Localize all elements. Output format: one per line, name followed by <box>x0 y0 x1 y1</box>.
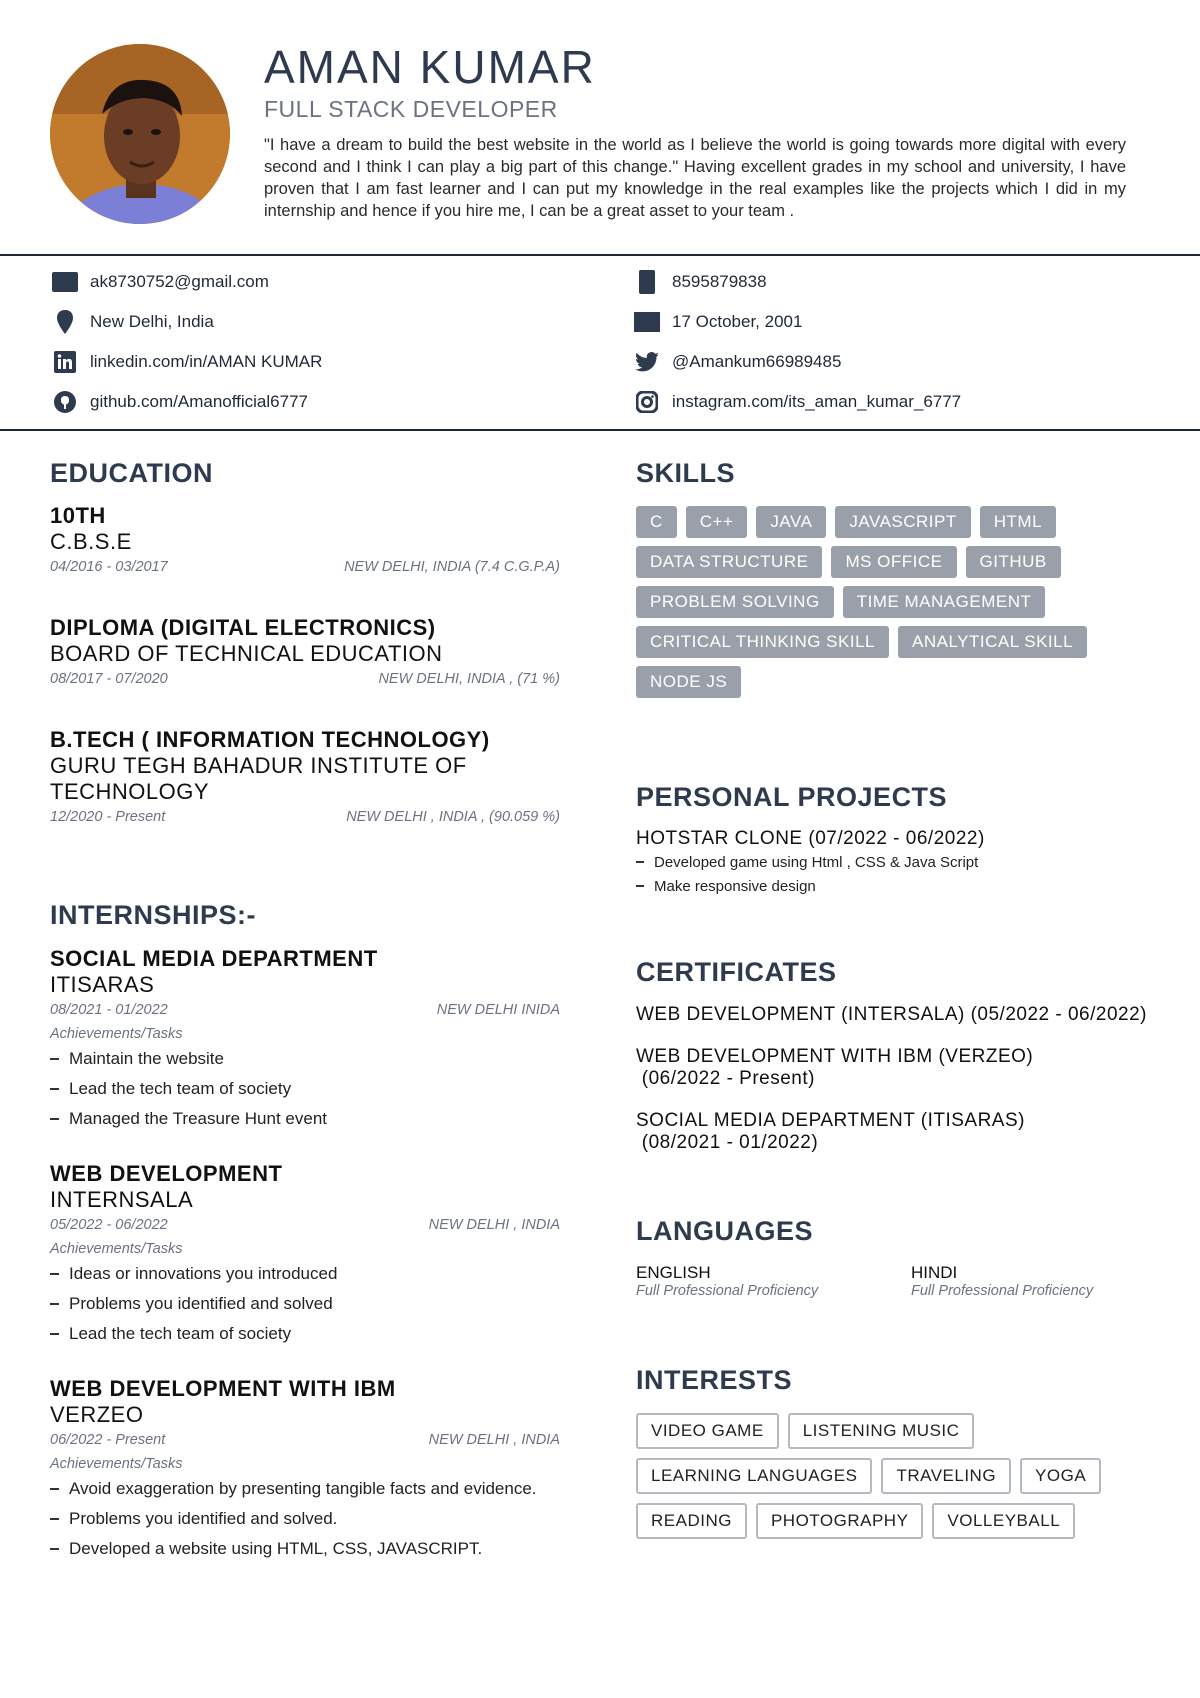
language-item <box>636 1263 818 1299</box>
certificate-item <box>636 1046 1196 1090</box>
internship-org: VERZEO <box>50 1402 144 1427</box>
interest-tag: LISTENING MUSIC <box>788 1413 975 1449</box>
task-item: Developed a website using HTML, CSS, JAVASCRIPT. <box>50 1534 560 1564</box>
skill-tag: ANALYTICAL SKILL <box>898 626 1087 658</box>
skills-heading: SKILLS <box>636 458 736 488</box>
contact-email[interactable] <box>52 271 269 293</box>
internship-place: NEW DELHI INIDA <box>436 1002 560 1018</box>
contact-instagram[interactable] <box>634 391 961 413</box>
languages-heading: LANGUAGES <box>636 1216 814 1246</box>
phone-icon <box>634 271 660 293</box>
skill-tag: DATA STRUCTURE <box>636 546 822 578</box>
certificate-dates: (08/2021 - 01/2022) <box>636 1132 819 1153</box>
divider-top <box>0 254 1200 256</box>
skill-tag: C++ <box>686 506 748 538</box>
language-item <box>911 1263 1093 1299</box>
task-item: Problems you identified and solved <box>50 1289 560 1319</box>
education-degree: B.TECH ( INFORMATION TECHNOLOGY) <box>50 727 490 752</box>
education-dates: 12/2020 - Present <box>50 809 166 825</box>
twitter-text: @Amankum66989485 <box>672 352 842 371</box>
certificate-title: SOCIAL MEDIA DEPARTMENT (ITISARAS) <box>636 1110 1025 1131</box>
certificate-title: WEB DEVELOPMENT (INTERSALA) (05/2022 - 06/2022) <box>636 1004 1147 1025</box>
project-bullet: Developed game using Html , CSS & Java Script <box>636 850 1156 874</box>
task-item: Problems you identified and solved. <box>50 1504 560 1534</box>
internship-place: NEW DELHI , INDIA <box>428 1217 560 1233</box>
education-degree: 10TH <box>50 503 106 528</box>
internship-dates: 05/2022 - 06/2022 <box>50 1217 168 1233</box>
certificate-dates: (06/2022 - Present) <box>636 1068 815 1089</box>
project-bullet: Make responsive design <box>636 874 1156 898</box>
education-school: C.B.S.E <box>50 529 132 554</box>
skill-tag: MS OFFICE <box>831 546 956 578</box>
divider-bottom <box>0 429 1200 431</box>
interest-tag: TRAVELING <box>881 1458 1011 1494</box>
skill-tag: NODE JS <box>636 666 741 698</box>
internship-dates: 08/2021 - 01/2022 <box>50 1002 168 1018</box>
education-school: BOARD OF TECHNICAL EDUCATION <box>50 641 443 666</box>
email-icon <box>52 271 78 293</box>
skill-tag: HTML <box>980 506 1056 538</box>
skill-tag: CRITICAL THINKING SKILL <box>636 626 889 658</box>
internship-role: WEB DEVELOPMENT WITH IBM <box>50 1376 396 1401</box>
education-item <box>50 615 560 691</box>
email-text: ak8730752@gmail.com <box>90 272 269 291</box>
task-item: Managed the Treasure Hunt event <box>50 1104 560 1134</box>
github-icon <box>52 391 78 413</box>
task-item: Maintain the website <box>50 1044 560 1074</box>
phone-text: 8595879838 <box>672 272 767 291</box>
project-name: HOTSTAR CLONE (07/2022 - 06/2022) <box>636 828 985 849</box>
skill-tag: TIME MANAGEMENT <box>843 586 1046 618</box>
achievements-label: Achievements/Tasks <box>50 1026 183 1042</box>
interest-tag: READING <box>636 1503 747 1539</box>
contact-github[interactable] <box>52 391 308 413</box>
internship-item <box>50 946 560 1134</box>
education-place: NEW DELHI , INDIA , (90.059 %) <box>346 809 560 825</box>
language-name: HINDI <box>911 1263 958 1282</box>
contact-birthday <box>634 311 802 333</box>
certificate-item <box>636 1004 1196 1026</box>
location-pin-icon <box>52 311 78 333</box>
achievements-label: Achievements/Tasks <box>50 1241 183 1257</box>
instagram-text: instagram.com/its_aman_kumar_6777 <box>672 392 962 411</box>
interests-list <box>636 1413 1176 1539</box>
internship-dates: 06/2022 - Present <box>50 1432 166 1448</box>
interests-heading: INTERESTS <box>636 1365 793 1395</box>
education-item <box>50 503 560 579</box>
task-item: Lead the tech team of society <box>50 1319 560 1349</box>
education-heading: EDUCATION <box>50 458 213 488</box>
skill-tag: PROBLEM SOLVING <box>636 586 834 618</box>
language-level: Full Professional Proficiency <box>636 1283 819 1299</box>
certificate-title: WEB DEVELOPMENT WITH IBM (VERZEO) <box>636 1046 1034 1067</box>
location-text: New Delhi, India <box>90 312 214 331</box>
education-dates: 08/2017 - 07/2020 <box>50 671 168 687</box>
interest-tag: PHOTOGRAPHY <box>756 1503 923 1539</box>
summary-text: "I have a dream to build the best website in the world as I believe the world is going towards more digital with every second and I think I can play a big part of this change." Having excellent grades in my school and university, I have proven that I am fast learner and I can put my knowledge in the real examples like the projects which I did in my internship and hence if you hire me, I can be a great asset to your team . <box>264 136 1126 220</box>
github-text: github.com/Amanofficial6777 <box>90 392 308 411</box>
language-name: ENGLISH <box>636 1263 711 1282</box>
task-item: Ideas or innovations you introduced <box>50 1259 560 1289</box>
contact-location <box>52 311 214 333</box>
internship-org: ITISARAS <box>50 972 155 997</box>
profile-photo-image <box>50 44 230 224</box>
skills-list <box>636 506 1156 698</box>
linkedin-text: linkedin.com/in/AMAN KUMAR <box>90 352 323 371</box>
education-dates: 04/2016 - 03/2017 <box>50 559 168 575</box>
internship-org: INTERNSALA <box>50 1187 194 1212</box>
skill-tag: C <box>636 506 677 538</box>
internship-role: SOCIAL MEDIA DEPARTMENT <box>50 946 378 971</box>
internship-item <box>50 1376 560 1564</box>
contact-linkedin[interactable] <box>52 351 322 373</box>
education-item <box>50 727 560 829</box>
birthday-text: 17 October, 2001 <box>672 312 803 331</box>
project-item <box>636 828 1156 898</box>
education-place: NEW DELHI, INDIA (7.4 C.G.P.A) <box>344 559 560 575</box>
interest-tag: YOGA <box>1020 1458 1101 1494</box>
contact-phone[interactable] <box>634 271 767 293</box>
education-degree: DIPLOMA (DIGITAL ELECTRONICS) <box>50 615 436 640</box>
skill-tag: JAVA <box>756 506 826 538</box>
language-level: Full Professional Proficiency <box>911 1283 1094 1299</box>
calendar-icon <box>634 311 660 333</box>
linkedin-icon <box>52 351 78 373</box>
interest-tag: VOLLEYBALL <box>932 1503 1075 1539</box>
contact-twitter[interactable] <box>634 351 841 373</box>
task-item: Avoid exaggeration by presenting tangible facts and evidence. <box>50 1474 560 1504</box>
interest-tag: LEARNING LANGUAGES <box>636 1458 872 1494</box>
twitter-icon <box>634 351 660 373</box>
certificate-item <box>636 1110 1196 1154</box>
internship-item <box>50 1161 560 1349</box>
education-school: GURU TEGH BAHADUR INSTITUTE OF TECHNOLOGY <box>50 753 467 804</box>
internship-role: WEB DEVELOPMENT <box>50 1161 283 1186</box>
internship-place: NEW DELHI , INDIA <box>428 1432 560 1448</box>
instagram-icon <box>634 391 660 413</box>
achievements-label: Achievements/Tasks <box>50 1456 183 1472</box>
task-item: Lead the tech team of society <box>50 1074 560 1104</box>
skill-tag: GITHUB <box>966 546 1061 578</box>
certificates-heading: CERTIFICATES <box>636 957 837 987</box>
internships-heading: INTERNSHIPS:- <box>50 900 257 930</box>
candidate-name: AMAN KUMAR <box>264 41 596 93</box>
job-title: FULL STACK DEVELOPER <box>264 96 558 122</box>
education-place: NEW DELHI, INDIA , (71 %) <box>378 671 560 687</box>
projects-heading: PERSONAL PROJECTS <box>636 782 948 812</box>
profile-photo <box>50 44 230 224</box>
skill-tag: JAVASCRIPT <box>835 506 970 538</box>
interest-tag: VIDEO GAME <box>636 1413 779 1449</box>
